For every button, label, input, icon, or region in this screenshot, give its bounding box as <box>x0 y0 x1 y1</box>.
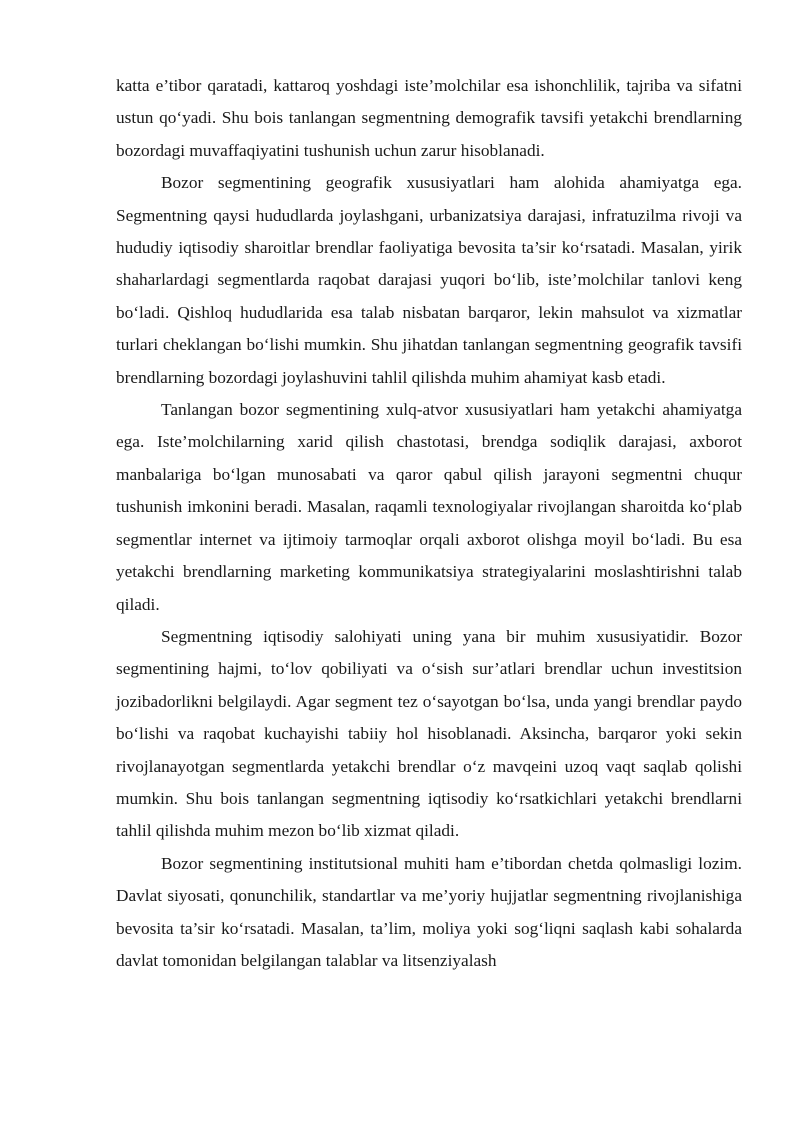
paragraph-institutional: Bozor segmentining institutsional muhiti ham e’tibordan chetda qolmasligi lozim. Davlat siyosati, qonunchilik, standartlar va me’yoriy hujjatlar segmentning rivojlanishiga bevosita ta’sir ko‘rsatadi. Masalan, ta’lim, moliya yoki sog‘liqni saqlash kabi sohalarda davlat tomonidan belgilangan talablar va litsenziyalash <box>116 853 742 970</box>
document-page <box>116 70 742 977</box>
paragraph-behavioral: Tanlangan bozor segmentining xulq-atvor xususiyatlari ham yetakchi ahamiyatga ega. Iste’molchilarning xarid qilish chastotasi, brendga sodiqlik darajasi, axborot manbalariga bo‘lgan munosabati va qaror qabul qilish jarayoni segmentni chuqur tushunish imkonini beradi. Masalan, raqamli texnologiyalar rivojlangan sharoitda ko‘plab segmentlar internet va ijtimoiy tarmoqlar orqali axborot olishga moyil bo‘ladi. Bu esa yetakchi brendlarning marketing kommunikatsiya strategiyalarini moslashtirishni talab qiladi. <box>116 400 742 614</box>
paragraph-geographic: Bozor segmentining geografik xususiyatlari ham alohida ahamiyatga ega. Segmentning qaysi hududlarda joylashgani, urbanizatsiya darajasi, infratuzilma rivoji va hududiy iqtisodiy sharoitlar brendlar faoliyatiga bevosita ta’sir ko‘rsatadi. Masalan, yirik shaharlardagi segmentlarda raqobat darajasi yuqori bo‘lib, iste’molchilar tanlovi keng bo‘ladi. Qishloq hududlarida esa talab nisbatan barqaror, lekin mahsulot va xizmatlar turlari cheklangan bo‘lishi mumkin. Shu jihatdan tanlangan segmentning geografik tavsifi brendlarning bozordagi joylashuvini tahlil qilishda muhim ahamiyat kasb etadi. <box>116 173 742 387</box>
paragraph-economic: Segmentning iqtisodiy salohiyati uning yana bir muhim xususiyatidir. Bozor segmentining hajmi, to‘lov qobiliyati va o‘sish sur’atlari brendlar uchun investitsion jozibadorlikni belgilaydi. Agar segment tez o‘sayotgan bo‘lsa, unda yangi brendlar paydo bo‘lishi va raqobat kuchayishi tabiiy hol hisoblanadi. Aksincha, barqaror yoki sekin rivojlanayotgan segmentlarda yetakchi brendlar o‘z mavqeini uzoq vaqt saqlab qolishi mumkin. Shu bois tanlangan segmentning iqtisodiy ko‘rsatkichlari yetakchi brendlarni tahlil qilishda muhim mezon bo‘lib xizmat qiladi. <box>116 626 742 841</box>
paragraph-continuation: katta e’tibor qaratadi, kattaroq yoshdagi iste’molchilar esa ishonchlilik, tajriba va sifatni ustun qo‘yadi. Shu bois tanlangan segmentning demografik tavsifi yetakchi brendlarning bozordagi muvaffaqiyatini tushunish uchun zarur hisoblanadi. <box>116 76 742 160</box>
